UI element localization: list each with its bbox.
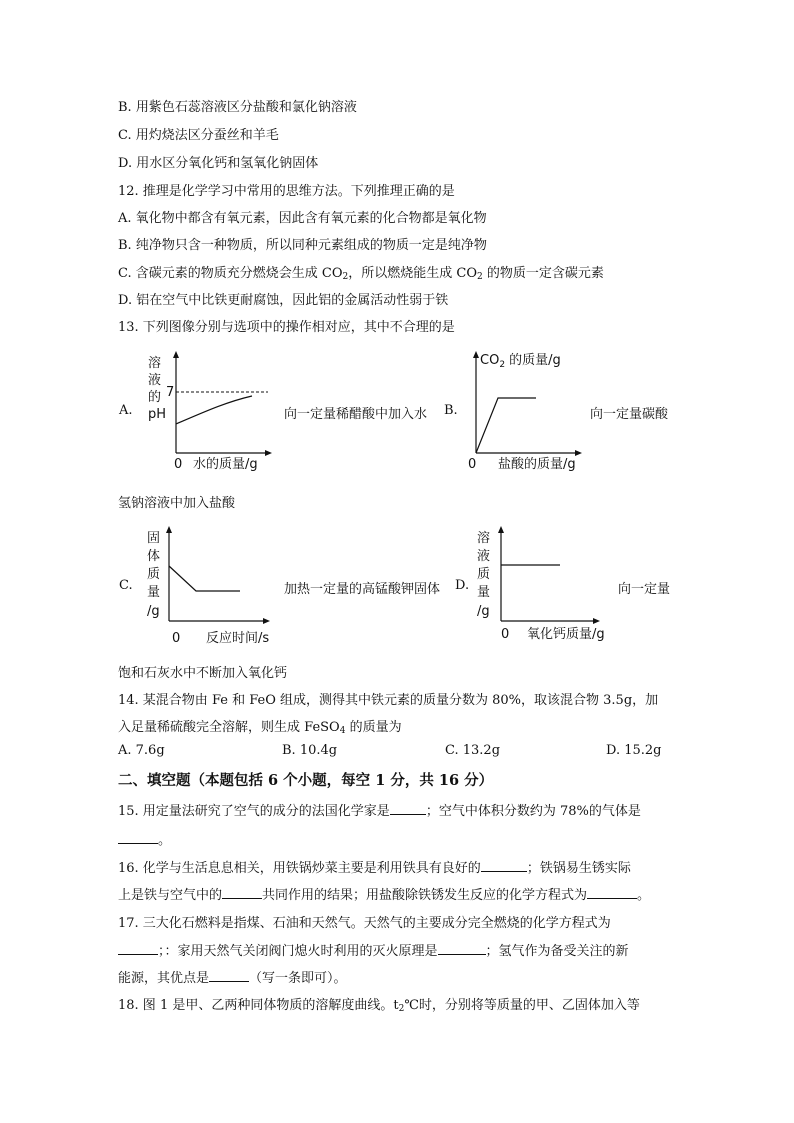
q13-graph-a	[140, 350, 280, 475]
q13-option-b-cont: 氢钠溶液中加入盐酸	[118, 496, 236, 511]
graph-c-ylabel-5: /g	[147, 604, 160, 619]
graph-d-ylabel-2: 液	[477, 549, 491, 564]
q12-option-d: D. 铝在空气中比铁更耐腐蚀，因此铝的金属活动性弱于铁	[118, 293, 449, 308]
graph-b-curve	[476, 398, 536, 453]
graph-c-origin: 0	[172, 631, 181, 646]
graph-d-ylabel-5: /g	[477, 604, 490, 619]
graph-a-tick-7: 7	[166, 385, 175, 400]
q13-option-b-desc: 向一定量碳酸	[590, 407, 669, 422]
q14-line-2	[118, 716, 402, 736]
q13-option-a-desc: 向一定量稀醋酸中加入水	[284, 407, 428, 422]
graph-c-xlabel: 反应时间/s	[206, 631, 270, 646]
q12-c-sub2: 2	[476, 272, 483, 282]
graph-c-ylabel-1: 固	[147, 531, 161, 546]
q18-line-1	[118, 994, 640, 1014]
graph-a-ylabel-3: 的	[148, 390, 162, 405]
q13-option-d-desc: 向一定量	[618, 582, 671, 597]
q17-text-d: 能源，其优点是	[118, 971, 210, 986]
q12-stem: 12. 推理是化学学习中常用的思维方法。下列推理正确的是	[118, 184, 455, 199]
q13-option-c-label: C.	[119, 578, 133, 593]
q16-blank-3[interactable]	[587, 886, 637, 899]
q13-stem: 13. 下列图像分别与选项中的操作相对应，其中不合理的是	[118, 320, 455, 335]
q12-option-c	[118, 262, 604, 282]
graph-d-x-arrow	[593, 618, 600, 624]
q16-text-b: ；铁锅易生锈实际	[526, 861, 631, 876]
graph-b-xlabel: 盐酸的质量/g	[498, 457, 576, 472]
graph-a-origin: 0	[174, 457, 183, 472]
q18-text-pre: 18. 图 1 是甲、乙两种同体物质的溶解度曲线。t	[118, 998, 399, 1013]
q13-option-c-desc: 加热一定量的高锰酸钾固体	[284, 582, 441, 597]
q12-c-mid: ，所以燃烧能生成 CO	[348, 266, 477, 281]
q11-option-d: D. 用水区分氧化钙和氢氧化钠固体	[118, 156, 319, 171]
q16-blank-1[interactable]	[481, 859, 527, 872]
q13-graph-b	[460, 350, 600, 475]
q16-line-1	[118, 857, 631, 876]
graph-c-ylabel-2: 体	[147, 549, 161, 564]
q13-option-b-label: B.	[444, 403, 458, 418]
q16-text-e: 。	[637, 888, 651, 903]
q12-option-b: B. 纯净物只含一种物质，所以同种元素组成的物质一定是纯净物	[118, 238, 487, 253]
q17-blank-1[interactable]	[118, 942, 158, 955]
q12-c-sub1: 2	[342, 272, 349, 282]
graph-c-curve	[169, 566, 240, 591]
q15-blank-1[interactable]	[390, 802, 426, 815]
graph-d-origin: 0	[501, 627, 510, 642]
q17-line-2	[118, 940, 629, 959]
graph-b-ylabel-pre: CO	[480, 353, 500, 368]
graph-d-y-arrow	[498, 526, 504, 533]
q17-line-3	[118, 967, 347, 986]
q13-option-d-label: D.	[455, 578, 470, 593]
q11-option-c: C. 用灼烧法区分蚕丝和羊毛	[118, 128, 279, 143]
q14-line-2-pre: 入足量稀硫酸完全溶解，则生成 FeSO	[118, 720, 340, 735]
q14-option-c: C. 13.2g	[445, 743, 501, 758]
q13-option-a-label: A.	[119, 403, 133, 418]
graph-a-ylabel-1: 溶	[148, 356, 162, 371]
q17-blank-3[interactable]	[209, 969, 249, 982]
graph-d-ylabel-3: 质	[477, 567, 491, 582]
q12-c-post: 的物质一定含碳元素	[482, 266, 604, 281]
q16-blank-2[interactable]	[222, 886, 262, 899]
graph-b-y-arrow	[473, 351, 479, 358]
graph-a-curve	[176, 396, 252, 424]
q16-text-c: 上是铁与空气中的	[118, 888, 223, 903]
q12-c-pre: C. 含碳元素的物质充分燃烧会生成 CO	[118, 266, 343, 281]
q17-text-c: ；氢气作为备受关注的新	[485, 944, 629, 959]
q18-text-post: ℃时，分别将等质量的甲、乙固体加入等	[404, 998, 640, 1013]
q15-text-b: ；空气中体积分数约为 78%的气体是	[425, 804, 641, 819]
q14-option-d: D. 15.2g	[606, 743, 662, 758]
graph-c-ylabel-3: 质	[147, 567, 161, 582]
graph-a-ylabel-4: pH	[148, 407, 167, 422]
q17-line-1: 17. 三大化石燃料是指煤、石油和天然气。天然气的主要成分完全燃烧的化学方程式为	[118, 916, 611, 931]
q14-line-1: 14. 某混合物由 Fe 和 FeO 组成，测得其中铁元素的质量分数为 80%，取该混合物 3.5g，加	[118, 693, 659, 708]
q12-option-a: A. 氧化物中都含有氧元素，因此含有氧元素的化合物都是氧化物	[118, 211, 487, 226]
graph-d-ylabel-4: 量	[477, 585, 491, 600]
q15-text-c: 。	[158, 833, 172, 848]
section-2-heading: 二、填空题（本题包括 6 个小题，每空 1 分，共 16 分）	[118, 772, 494, 789]
graph-c-y-arrow	[166, 526, 172, 533]
q16-line-2	[118, 884, 650, 903]
q15-line-1	[118, 800, 641, 819]
q14-option-b: B. 10.4g	[282, 743, 338, 758]
q14-line-2-post: 的质量为	[345, 720, 402, 735]
graph-d-ylabel-1: 溶	[477, 531, 491, 546]
graph-a-xlabel: 水的质量/g	[193, 457, 258, 472]
graph-c-ylabel-4: 量	[147, 585, 161, 600]
q15-line-2	[118, 829, 171, 848]
q11-option-b: B. 用紫色石蕊溶液区分盐酸和氯化钠溶液	[118, 100, 357, 115]
q18-text-sub: 2	[398, 1004, 405, 1014]
q13-graph-c	[140, 525, 280, 650]
q13-option-d-cont: 饱和石灰水中不断加入氧化钙	[118, 666, 288, 681]
graph-a-ylabel-2: 液	[148, 373, 162, 388]
graph-b-ylabel-sub: 2	[499, 360, 506, 370]
graph-b-ylabel	[480, 353, 561, 370]
graph-c-x-arrow	[263, 618, 270, 624]
graph-d-xlabel: 氧化钙质量/g	[527, 627, 605, 642]
q16-text-d: 共同作用的结果；用盐酸除铁锈发生反应的化学方程式为	[262, 888, 588, 903]
q17-text-e: （写一条即可）。	[249, 971, 347, 986]
q16-text-a: 16. 化学与生活息息相关，用铁锅炒菜主要是利用铁具有良好的	[118, 861, 481, 876]
q14-option-a: A. 7.6g	[118, 743, 165, 758]
graph-a-y-arrow	[173, 351, 179, 358]
q13-graph-d	[470, 525, 620, 650]
graph-b-ylabel-post: 的质量/g	[505, 353, 561, 368]
graph-b-x-arrow	[575, 450, 582, 456]
q14-line-2-sub: 4	[339, 726, 346, 736]
q17-text-b: ；：家用天然气关闭阀门熄火时利用的灭火原理是	[158, 944, 438, 959]
graph-b-origin: 0	[468, 457, 477, 472]
q15-blank-2[interactable]	[118, 831, 158, 844]
graph-a-x-arrow	[265, 450, 272, 456]
q15-text-a: 15. 用定量法研究了空气的成分的法国化学家是	[118, 804, 390, 819]
q17-blank-2[interactable]	[438, 942, 486, 955]
